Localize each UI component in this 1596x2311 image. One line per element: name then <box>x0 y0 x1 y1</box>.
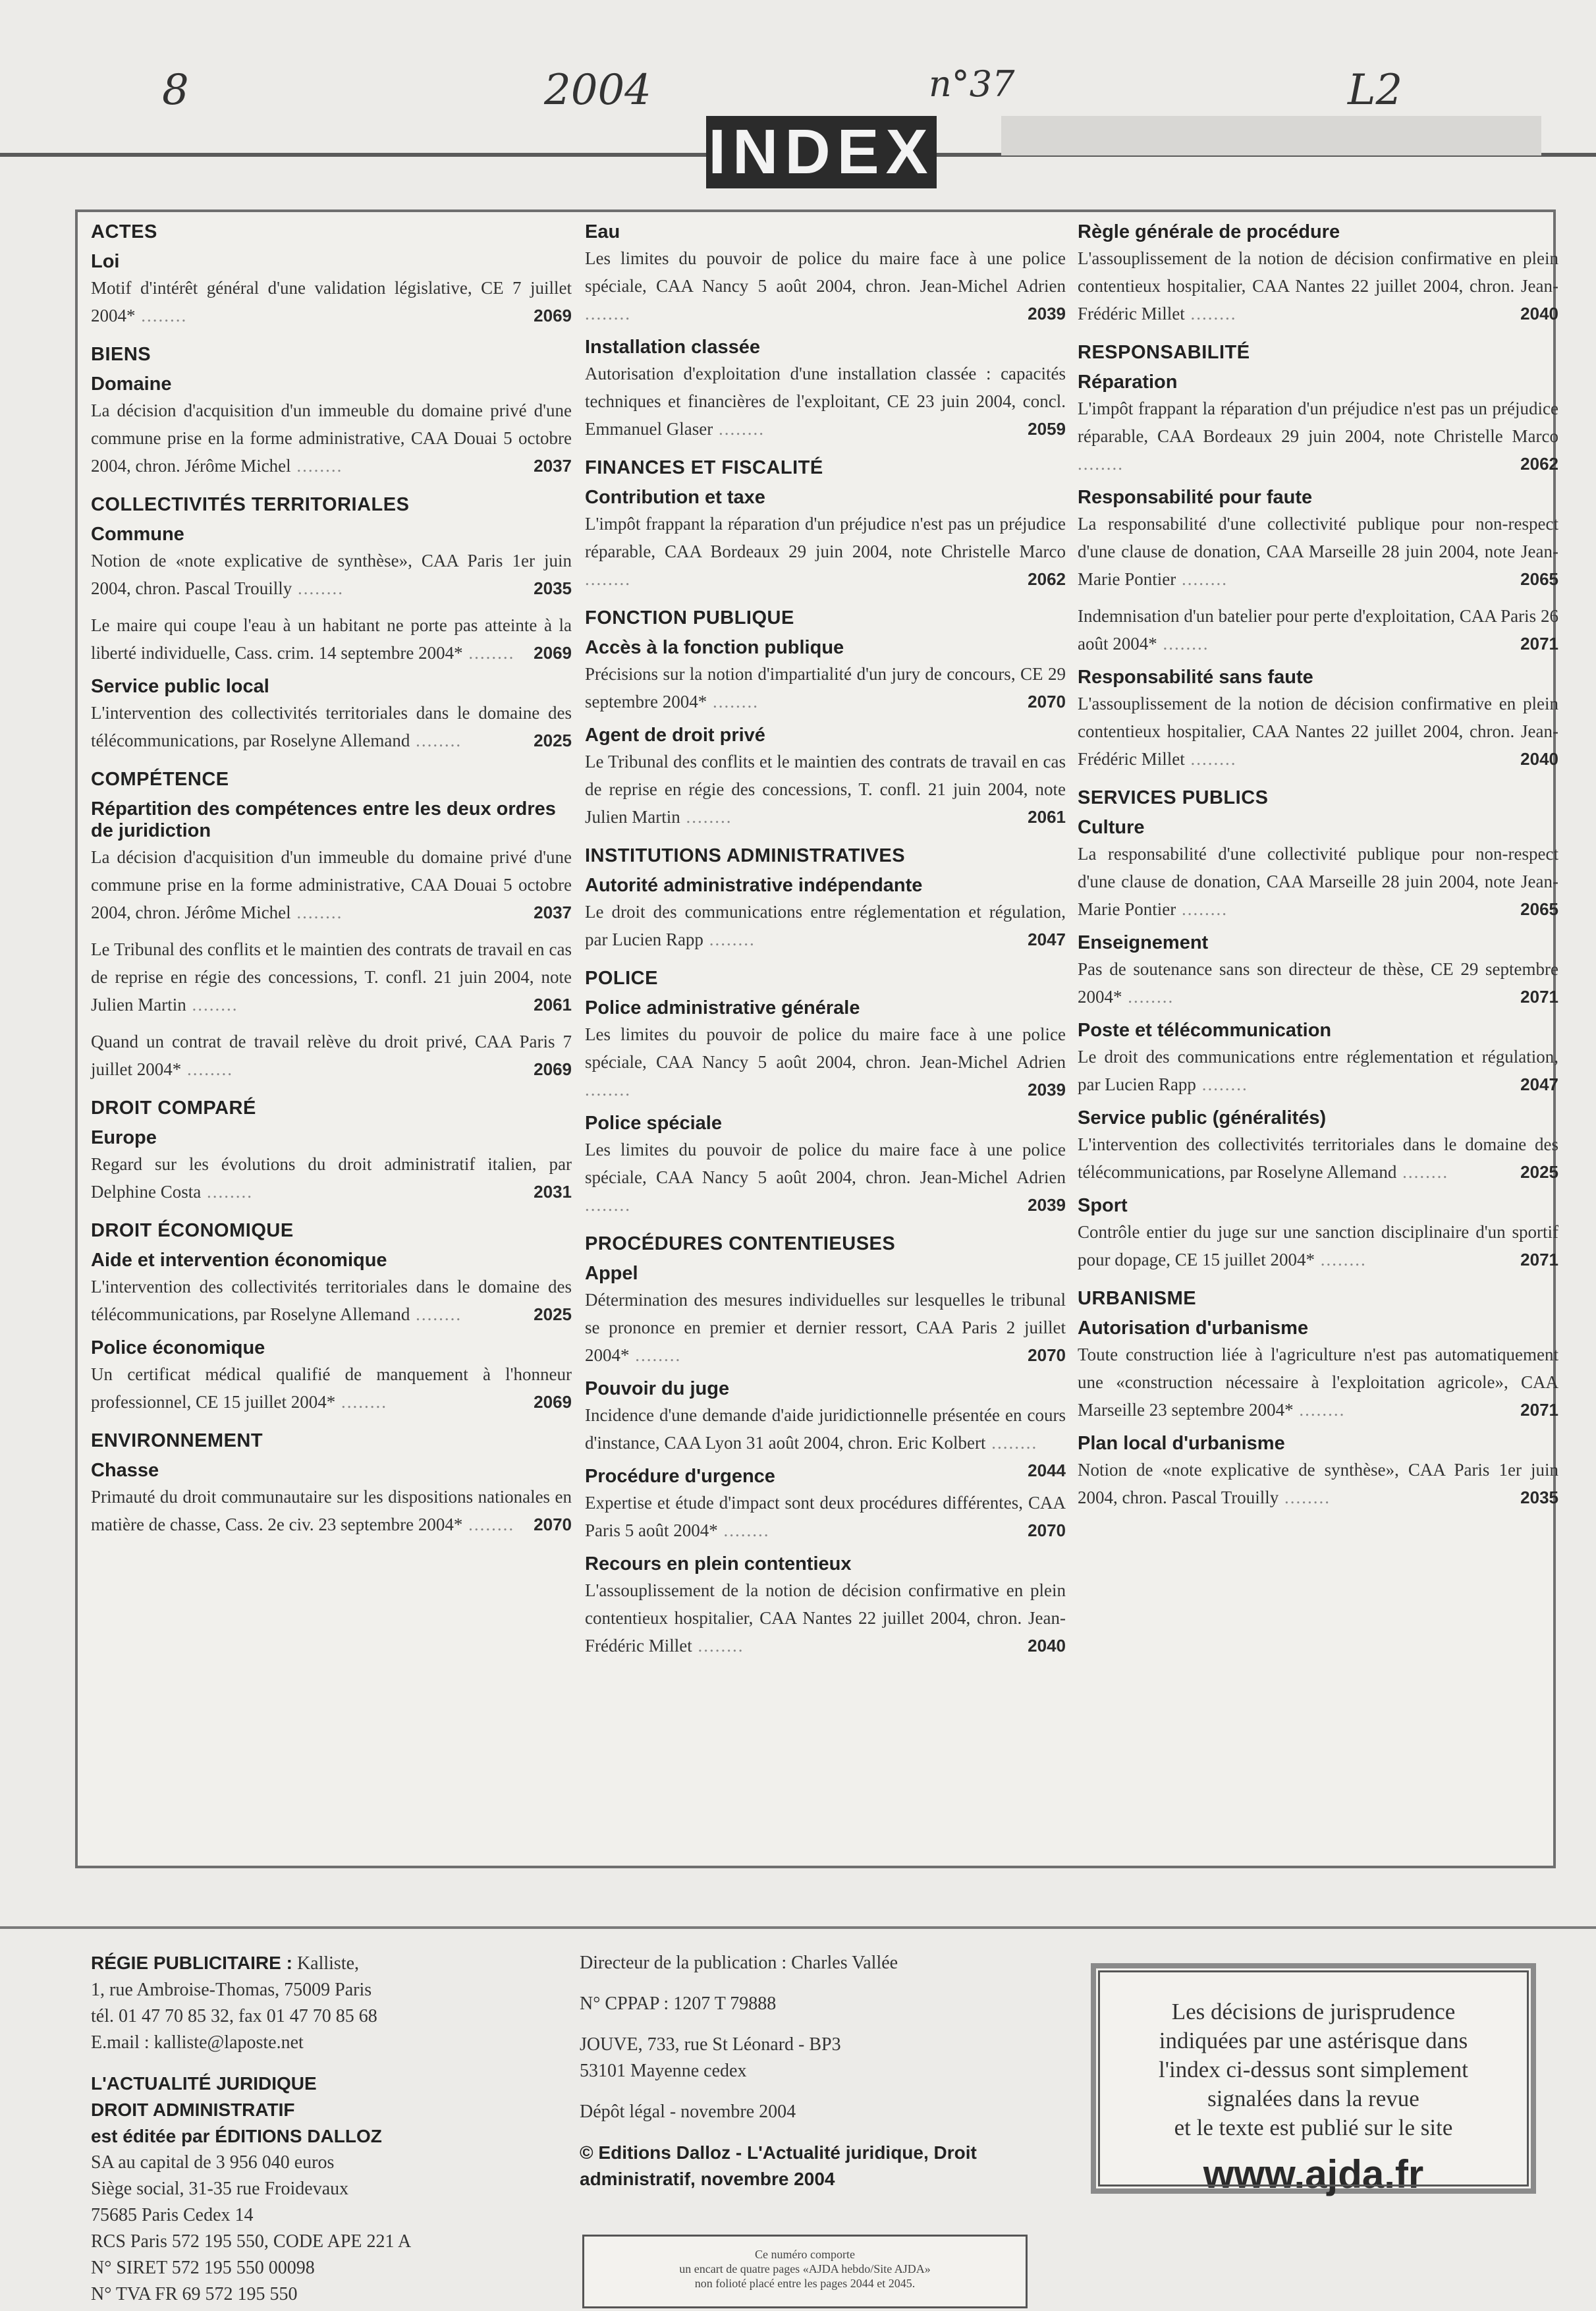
index-entry <box>1078 602 1558 657</box>
index-frame <box>75 209 1556 1868</box>
page-number: 2070 <box>1028 1345 1066 1365</box>
index-column-1 <box>91 220 572 1547</box>
subsection-heading: Service public (généralités) <box>1078 1107 1327 1128</box>
leader-dots: ........ <box>1176 569 1228 589</box>
page-number: 2035 <box>534 578 572 598</box>
page-number: 2025 <box>1520 1162 1558 1182</box>
handwritten-year: 2004 <box>544 66 651 115</box>
page-number: 2071 <box>1520 634 1558 654</box>
entry-text: Un certificat médical qualifié de manquement à l'honneur professionnel, CE 15 juillet 2004* <box>91 1364 572 1412</box>
asterisk-notice-box <box>1091 1963 1536 2194</box>
page-number: 2025 <box>534 1304 572 1324</box>
subsection-heading: Police économique <box>91 1337 265 1358</box>
section-heading: COMPÉTENCE <box>91 769 229 790</box>
publisher-line: 75685 Paris Cedex 14 <box>91 2205 254 2225</box>
index-entry <box>1078 395 1558 478</box>
page-number: 2059 <box>1028 419 1066 439</box>
publisher-name: est éditée par ÉDITIONS DALLOZ <box>91 2126 382 2146</box>
page-number: 2035 <box>1520 1488 1558 1507</box>
leader-dots: ........ <box>1314 1250 1367 1269</box>
page-number: 2040 <box>1520 749 1558 769</box>
subsection-heading: Police spéciale <box>585 1113 722 1134</box>
section-heading: FONCTION PUBLIQUE <box>585 607 794 628</box>
section-heading: URBANISME <box>1078 1288 1197 1309</box>
entry-text: L'impôt frappant la réparation d'un préjudice n'est pas un préjudice réparable, CAA Bordeaux 29 juin 2004, note Christelle Marco <box>585 514 1066 561</box>
page-number: 2065 <box>1520 569 1558 589</box>
entry-text: Le Tribunal des conflits et le maintien des contrats de travail en cas de reprise en régie des concessions, T. confl. 21 juin 2004, note Julien Martin <box>91 939 572 1015</box>
entry-text: Les limites du pouvoir de police du maire face à une police spéciale, CAA Nancy 5 août 2004, chron. Jean-Michel Adrien <box>585 1140 1066 1187</box>
leader-dots: ........ <box>707 692 759 711</box>
entry-text: Le Tribunal des conflits et le maintien des contrats de travail en cas de reprise en régie des concessions, T. confl. 21 juin 2004, note Julien Martin <box>585 752 1066 827</box>
page-number: 2025 <box>534 731 572 750</box>
leader-dots: ........ <box>1157 634 1209 654</box>
leader-dots: ........ <box>135 306 188 325</box>
index-entry <box>1078 955 1558 1011</box>
page-number: 2047 <box>1028 930 1066 949</box>
section-heading: RESPONSABILITÉ <box>1078 342 1250 363</box>
publisher-line: SA au capital de 3 956 040 euros <box>91 2152 335 2173</box>
page-number: 2071 <box>1520 1400 1558 1420</box>
insert-note-line: non folioté placé entre les pages 2044 et 2045. <box>694 2277 916 2290</box>
leader-dots: ........ <box>585 304 631 323</box>
index-entry <box>91 611 572 667</box>
insert-note <box>582 2235 1028 2308</box>
index-entry <box>1078 510 1558 593</box>
subsection-heading: Commune <box>91 524 184 545</box>
subsection-heading: Police administrative générale <box>585 997 860 1018</box>
notice-line: signalées dans la revue <box>1207 2086 1419 2111</box>
leader-dots: ........ <box>410 1304 462 1324</box>
section-heading: ACTES <box>91 221 157 242</box>
page-number: 2069 <box>534 1059 572 1079</box>
index-entry <box>585 748 1066 831</box>
publication-name: L'ACTUALITÉ JURIDIQUE <box>91 2073 317 2094</box>
subsection-heading: Appel <box>585 1263 638 1284</box>
insert-note-line: un encart de quatre pages «AJDA hebdo/Site AJDA» <box>679 2262 931 2275</box>
page-number: 2061 <box>534 995 572 1015</box>
entry-text: Indemnisation d'un batelier pour perte d'exploitation, CAA Paris 26 août 2004* <box>1078 606 1558 654</box>
publisher-line: N° SIRET 572 195 550 00098 <box>91 2258 315 2278</box>
index-column-2 <box>585 220 1066 1669</box>
subsection-heading: Loi <box>91 251 120 272</box>
subsection-heading: Autorisation d'urbanisme <box>1078 1318 1309 1339</box>
printer-line: JOUVE, 733, rue St Léonard - BP3 <box>580 2034 841 2055</box>
subsection-heading: Réparation <box>1078 372 1178 393</box>
index-title: INDEX <box>706 116 937 188</box>
page-number: 2069 <box>534 643 572 663</box>
publication-details <box>580 1950 1041 2207</box>
index-entry <box>91 1150 572 1206</box>
subsection-heading: Plan local d'urbanisme <box>1078 1433 1285 1454</box>
entry-text: Le maire qui coupe l'eau à un habitant ne porte pas atteinte à la liberté individuelle, Cass. crim. 14 septembre 2004* <box>91 615 572 663</box>
section-heading: SERVICES PUBLICS <box>1078 787 1269 808</box>
subsection-heading: Agent de droit privé <box>585 725 765 746</box>
publication-name: DROIT ADMINISTRATIF <box>91 2100 295 2120</box>
index-entry <box>1078 1130 1558 1186</box>
leader-dots: ........ <box>1396 1162 1449 1182</box>
subsection-heading: Europe <box>91 1127 157 1148</box>
handwritten-issue: n°37 <box>929 63 1015 105</box>
publisher-line: N° TVA FR 69 572 195 550 <box>91 2284 298 2304</box>
leader-dots: ........ <box>713 419 765 439</box>
page-number: 2037 <box>534 903 572 922</box>
page-number: 2061 <box>1028 807 1066 827</box>
index-entry <box>1078 1218 1558 1273</box>
legal-deposit: Dépôt légal - novembre 2004 <box>580 2102 796 2122</box>
subsection-heading: Service public local <box>91 676 269 697</box>
entry-text: L'assouplissement de la notion de décision confirmative en plein contentieux hospitalier, CAA Nantes 22 juillet 2004, chron. Jean-Frédéric Millet <box>1078 694 1558 769</box>
index-entry <box>585 898 1066 953</box>
section-heading: INSTITUTIONS ADMINISTRATIVES <box>585 845 906 866</box>
entry-text: L'assouplissement de la notion de décision confirmative en plein contentieux hospitalier, CAA Nantes 22 juillet 2004, chron. Jean-Frédéric Millet <box>585 1580 1066 1656</box>
entry-text: Contrôle entier du juge sur une sanction disciplinaire d'un sportif pour dopage, CE 15 juillet 2004* <box>1078 1222 1558 1269</box>
subsection-heading: Responsabilité sans faute <box>1078 667 1313 688</box>
notice-line: Les décisions de jurisprudence <box>1171 1999 1456 2024</box>
entry-text: Les limites du pouvoir de police du maire face à une police spéciale, CAA Nancy 5 août 2004, chron. Jean-Michel Adrien <box>585 248 1066 296</box>
subsection-heading: Aide et intervention économique <box>91 1250 387 1271</box>
index-entry <box>1078 690 1558 773</box>
index-entry <box>1078 1043 1558 1098</box>
index-entry <box>91 274 572 329</box>
subsection-heading: Contribution et taxe <box>585 487 765 508</box>
entry-text: Les limites du pouvoir de police du maire face à une police spéciale, CAA Nancy 5 août 2004, chron. Jean-Michel Adrien <box>585 1024 1066 1072</box>
page-number: 2047 <box>1520 1074 1558 1094</box>
publisher-info <box>91 1950 499 2308</box>
entry-text: L'assouplissement de la notion de décision confirmative en plein contentieux hospitalier, CAA Nantes 22 juillet 2004, chron. Jean-Frédéric Millet <box>1078 248 1558 323</box>
entry-text: Toute construction liée à l'agriculture n'est pas automatiquement une «construction nécessaire à l'exploitation agricole», CAA Marseille 23 septembre 2004* <box>1078 1345 1558 1420</box>
leader-dots: ........ <box>585 1195 631 1215</box>
page-number: 2040 <box>1520 304 1558 323</box>
page-number: 2070 <box>1028 1520 1066 1540</box>
leader-dots: ........ <box>585 1080 631 1100</box>
index-entry <box>585 660 1066 715</box>
leader-dots: ........ <box>186 995 238 1015</box>
subsection-heading: Chasse <box>91 1460 159 1481</box>
entry-text: La responsabilité d'une collectivité publique pour non-respect d'une clause de donation, CAA Marseille 28 juin 2004, note Jean-Marie Pontier <box>1078 844 1558 919</box>
index-entry <box>585 1136 1066 1219</box>
section-heading: BIENS <box>91 344 151 365</box>
bleed-through-band <box>1001 116 1541 155</box>
index-entry <box>1078 1456 1558 1511</box>
footer-rule <box>0 1926 1596 1929</box>
leader-dots: ........ <box>1122 987 1174 1007</box>
page-number: 2039 <box>1028 1195 1066 1215</box>
leader-dots: ........ <box>335 1392 387 1412</box>
page-number: 2039 <box>1028 304 1066 323</box>
section-heading: COLLECTIVITÉS TERRITORIALES <box>91 494 410 515</box>
regie-email: E.mail : kalliste@laposte.net <box>91 2032 304 2053</box>
entry-text: La décision d'acquisition d'un immeuble du domaine privé d'une commune prise en la forme administrative, CAA Douai 5 octobre 2004, chron. Jérôme Michel <box>91 847 572 922</box>
subsection-heading: Recours en plein contentieux <box>585 1553 852 1574</box>
subsection-heading: Installation classée <box>585 337 760 358</box>
entry-text: Le droit des communications entre réglementation et régulation, par Lucien Rapp <box>1078 1047 1558 1094</box>
leader-dots: ........ <box>181 1059 233 1079</box>
leader-dots: ........ <box>629 1345 682 1365</box>
entry-text: L'intervention des collectivités territoriales dans le domaine des télécommunications, par Roselyne Allemand <box>91 703 572 750</box>
section-heading: FINANCES ET FISCALITÉ <box>585 457 823 478</box>
page-number: 2070 <box>1028 692 1066 711</box>
entry-text: Quand un contrat de travail relève du droit privé, CAA Paris 7 juillet 2004* <box>91 1032 572 1079</box>
subsection-heading: Poste et télécommunication <box>1078 1020 1332 1041</box>
leader-dots: ........ <box>1176 899 1228 919</box>
printer-line: 53101 Mayenne cedex <box>580 2061 747 2081</box>
page-number: 2071 <box>1520 987 1558 1007</box>
index-entry <box>585 1286 1066 1369</box>
regie-name: Kalliste, <box>292 1953 360 1974</box>
index-entry <box>585 510 1066 593</box>
regie-block <box>91 1950 499 1977</box>
subsection-heading: Autorité administrative indépendante <box>585 875 923 896</box>
page-number: 2037 <box>534 456 572 476</box>
leader-dots: ........ <box>462 1515 515 1534</box>
notice-line: l'index ci-dessus sont simplement <box>1158 2057 1468 2082</box>
entry-text: Notion de «note explicative de synthèse», CAA Paris 1er juin 2004, chron. Pascal Trouilly <box>91 551 572 598</box>
index-entry <box>91 1360 572 1416</box>
regie-line: tél. 01 47 70 85 32, fax 01 47 70 85 68 <box>91 2006 377 2026</box>
index-entry <box>91 1028 572 1083</box>
website-link[interactable]: www.ajda.fr <box>1203 2152 1424 2196</box>
section-heading: ENVIRONNEMENT <box>91 1430 263 1451</box>
leader-dots: ........ <box>1184 749 1237 769</box>
page-number: 2062 <box>1028 569 1066 589</box>
handwritten-mark: L2 <box>1348 66 1403 115</box>
subsection-heading: Domaine <box>91 374 172 395</box>
page-number: 2062 <box>1520 454 1558 474</box>
page-number: 2040 <box>1028 1636 1066 1656</box>
entry-text: La responsabilité d'une collectivité publique pour non-respect d'une clause de donation, CAA Marseille 28 juin 2004, note Jean-Marie Pontier <box>1078 514 1558 589</box>
leader-dots: ........ <box>717 1520 770 1540</box>
page-number: 2031 <box>534 1182 572 1202</box>
subsection-heading: Règle générale de procédure <box>1078 221 1340 242</box>
leader-dots: ........ <box>462 643 515 663</box>
index-entry <box>91 699 572 754</box>
index-entry <box>91 1483 572 1538</box>
copyright-line: © Editions Dalloz - L'Actualité juridique, Droit <box>580 2142 977 2163</box>
index-entry <box>585 1576 1066 1659</box>
notice-line: indiquées par une astérisque dans <box>1159 2028 1468 2053</box>
publisher-line: RCS Paris 572 195 550, CODE APE 221 A <box>91 2231 412 2252</box>
subsection-heading: Sport <box>1078 1195 1128 1216</box>
entry-text: Primauté du droit communautaire sur les dispositions nationales en matière de chasse, Cass. 2e civ. 23 septembre 2004* <box>91 1487 572 1534</box>
page-number: 2065 <box>1520 899 1558 919</box>
section-heading: PROCÉDURES CONTENTIEUSES <box>585 1233 896 1254</box>
entry-text: Précisions sur la notion d'impartialité d'un jury de concours, CE 29 septembre 2004* <box>585 664 1066 711</box>
page-number: 2044 <box>1028 1461 1066 1480</box>
publisher-line: Siège social, 31-35 rue Froidevaux <box>91 2179 349 2199</box>
handwritten-page-number: 8 <box>162 66 189 115</box>
index-entry <box>585 244 1066 327</box>
entry-text: Regard sur les évolutions du droit administratif italien, par Delphine Costa <box>91 1154 572 1202</box>
regie-label: RÉGIE PUBLICITAIRE : <box>91 1953 292 1973</box>
notice-line: et le texte est publié sur le site <box>1174 2115 1453 2140</box>
leader-dots: ........ <box>985 1433 1038 1453</box>
subsection-heading: Enseignement <box>1078 932 1209 953</box>
leader-dots: ........ <box>585 569 631 589</box>
subsection-heading: Culture <box>1078 817 1145 838</box>
page-number: 2070 <box>534 1515 572 1534</box>
index-entry <box>1078 1341 1558 1424</box>
leader-dots: ........ <box>1279 1488 1331 1507</box>
section-heading: DROIT ÉCONOMIQUE <box>91 1220 294 1241</box>
section-heading: DROIT COMPARÉ <box>91 1098 256 1119</box>
copyright <box>580 2140 1041 2192</box>
leader-dots: ........ <box>1196 1074 1248 1094</box>
entry-text: Notion de «note explicative de synthèse», CAA Paris 1er juin 2004, chron. Pascal Trouilly <box>1078 1460 1558 1507</box>
leader-dots: ........ <box>290 903 343 922</box>
entry-text: L'impôt frappant la réparation d'un préjudice n'est pas un préjudice réparable, CAA Bordeaux 29 juin 2004, note Christelle Marco <box>1078 399 1558 446</box>
leader-dots: ........ <box>290 456 343 476</box>
section-heading: POLICE <box>585 968 658 989</box>
entry-text: Incidence d'une demande d'aide juridictionnelle présentée en cours d'instance, CAA Lyon 31 août 2004, chron. Eric Kolbert <box>585 1405 1066 1453</box>
subsection-heading: Responsabilité pour faute <box>1078 487 1313 508</box>
index-column-3 <box>1078 220 1558 1520</box>
leader-dots: ........ <box>1078 454 1124 474</box>
entry-text: La décision d'acquisition d'un immeuble du domaine privé d'une commune prise en la forme administrative, CAA Douai 5 octobre 2004, chron. Jérôme Michel <box>91 401 572 476</box>
subsection-heading: Pouvoir du juge <box>585 1378 730 1399</box>
index-entry <box>585 1020 1066 1103</box>
entry-text: L'intervention des collectivités territoriales dans le domaine des télécommunications, par Roselyne Allemand <box>1078 1134 1558 1182</box>
leader-dots: ........ <box>703 930 756 949</box>
regie-line: 1, rue Ambroise-Thomas, 75009 Paris <box>91 1980 372 2000</box>
page-number: 2039 <box>1028 1080 1066 1100</box>
director: Directeur de la publication : Charles Vallée <box>580 1953 898 1973</box>
index-entry <box>91 397 572 480</box>
page-number: 2069 <box>534 306 572 325</box>
subsection-heading: Eau <box>585 221 620 242</box>
entry-text: Pas de soutenance sans son directeur de thèse, CE 29 septembre 2004* <box>1078 959 1558 1007</box>
leader-dots: ........ <box>1293 1400 1346 1420</box>
entry-text: Expertise et étude d'impact sont deux procédures différentes, CAA Paris 5 août 2004* <box>585 1493 1066 1540</box>
leader-dots: ........ <box>692 1636 744 1656</box>
leader-dots: ........ <box>1184 304 1237 323</box>
insert-note-line: Ce numéro comporte <box>755 2248 855 2261</box>
printer <box>580 2032 1041 2084</box>
entry-text: Autorisation d'exploitation d'une installation classée : capacités techniques et financières de l'exploitant, CE 23 juin 2004, concl. Emmanuel Glaser <box>585 364 1066 439</box>
leader-dots: ........ <box>292 578 344 598</box>
entry-text: Motif d'intérêt général d'une validation législative, CE 7 juillet 2004* <box>91 278 572 325</box>
entry-text: Détermination des mesures individuelles sur lesquelles le tribunal se prononce en premier et dernier ressort, CAA Paris 2 juillet 2004* <box>585 1290 1066 1365</box>
page-number: 2071 <box>1520 1250 1558 1269</box>
index-entry <box>91 935 572 1018</box>
cppap: N° CPPAP : 1207 T 79888 <box>580 1993 777 2014</box>
index-entry <box>91 843 572 926</box>
leader-dots: ........ <box>201 1182 253 1202</box>
leader-dots: ........ <box>680 807 732 827</box>
index-entry <box>1078 840 1558 923</box>
index-entry <box>91 1273 572 1328</box>
page-number: 2069 <box>534 1392 572 1412</box>
leader-dots: ........ <box>410 731 462 750</box>
subsection-heading: Procédure d'urgence <box>585 1466 775 1487</box>
copyright-line: administratif, novembre 2004 <box>580 2169 835 2189</box>
subsection-heading: Accès à la fonction publique <box>585 637 844 658</box>
index-entry <box>91 547 572 602</box>
entry-text: L'intervention des collectivités territoriales dans le domaine des télécommunications, par Roselyne Allemand <box>91 1277 572 1324</box>
subsection-heading: Répartition des compétences entre les deux ordres de juridiction <box>91 798 556 841</box>
entry-text: Le droit des communications entre réglementation et régulation, par Lucien Rapp <box>585 902 1066 949</box>
index-entry <box>1078 244 1558 327</box>
index-entry <box>585 360 1066 443</box>
index-entry <box>585 1489 1066 1544</box>
